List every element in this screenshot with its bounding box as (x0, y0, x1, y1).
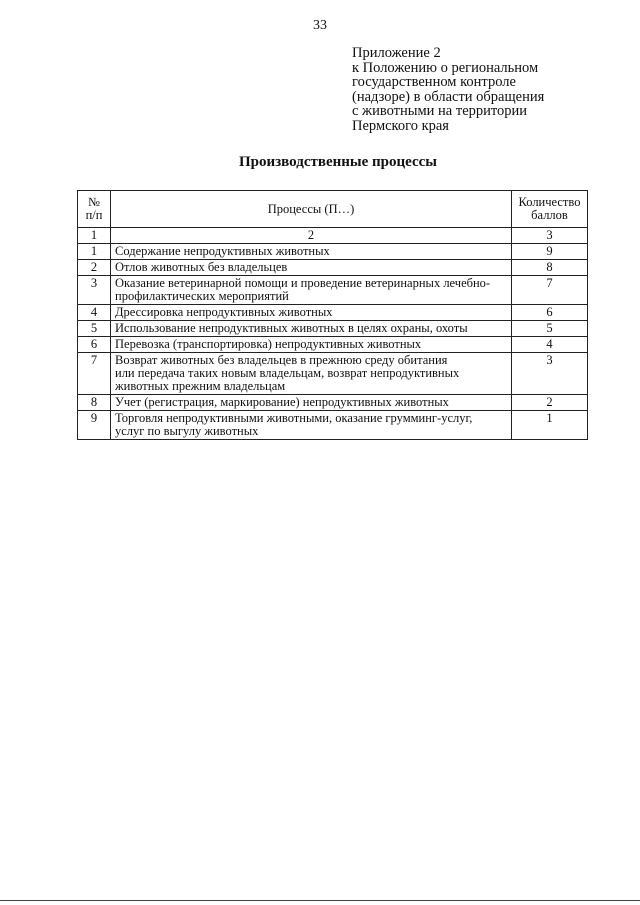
header-number: № п/п (78, 191, 111, 228)
appendix-line: Пермского края (352, 117, 449, 134)
index-cell: 2 (111, 228, 512, 244)
row-process: Перевозка (транспортировка) непродуктивных животных (111, 337, 512, 353)
table-row (78, 395, 588, 411)
row-score: 4 (512, 337, 588, 353)
page-bottom-edge (0, 900, 640, 901)
row-process: Учет (регистрация, маркирование) непродуктивных животных (111, 395, 512, 411)
document-title: Производственные процессы (238, 154, 438, 170)
appendix-line: (надзоре) в области обращения (352, 88, 545, 105)
table-row (78, 244, 588, 260)
row-number: 6 (78, 337, 111, 353)
table-row (78, 260, 588, 276)
row-number: 9 (78, 411, 111, 440)
table-row (78, 337, 588, 353)
table-header-row (78, 191, 588, 228)
row-process: Возврат животных без владельцев в прежнюю среду обитания или передача таких новым владельцам, возврат непродуктивных животных прежним владельцам (111, 353, 512, 395)
appendix-line: Приложение 2 (352, 45, 441, 61)
row-number: 7 (78, 353, 111, 395)
row-number: 3 (78, 276, 111, 305)
table-row (78, 353, 588, 395)
header-score: Количество баллов (512, 191, 588, 228)
row-process: Отлов животных без владельцев (111, 260, 512, 276)
row-number: 4 (78, 305, 111, 321)
table-row (78, 411, 588, 440)
row-score: 5 (512, 321, 588, 337)
table-row (78, 276, 588, 305)
table-row (78, 305, 588, 321)
row-score: 9 (512, 244, 588, 260)
row-score: 8 (512, 260, 588, 276)
row-number: 1 (78, 244, 111, 260)
appendix-line: государственном контроле (352, 74, 516, 90)
index-cell: 3 (512, 228, 588, 244)
row-number: 5 (78, 321, 111, 337)
row-score: 6 (512, 305, 588, 321)
row-number: 2 (78, 260, 111, 276)
header-process: Процессы (П…) (111, 191, 512, 228)
appendix-line: к Положению о региональном (352, 59, 539, 76)
row-process: Использование непродуктивных животных в целях охраны, охоты (111, 321, 512, 337)
row-process: Оказание ветеринарной помощи и проведение ветеринарных лечебно- профилактических мероприятий (111, 276, 512, 305)
table-row (78, 321, 588, 337)
row-score: 1 (512, 411, 588, 440)
index-cell: 1 (78, 228, 111, 244)
row-score: 7 (512, 276, 588, 305)
row-number: 8 (78, 395, 111, 411)
row-score: 3 (512, 353, 588, 395)
row-process: Содержание непродуктивных животных (111, 244, 512, 260)
processes-table (77, 190, 588, 440)
appendix-reference (352, 46, 602, 133)
row-process: Торговля непродуктивными животными, оказание грумминг-услуг, услуг по выгулу животных (111, 411, 512, 440)
row-process: Дрессировка непродуктивных животных (111, 305, 512, 321)
column-index-row (78, 228, 588, 244)
appendix-line: с животными на территории (352, 103, 528, 119)
row-score: 2 (512, 395, 588, 411)
page-number: 33 (313, 18, 327, 33)
